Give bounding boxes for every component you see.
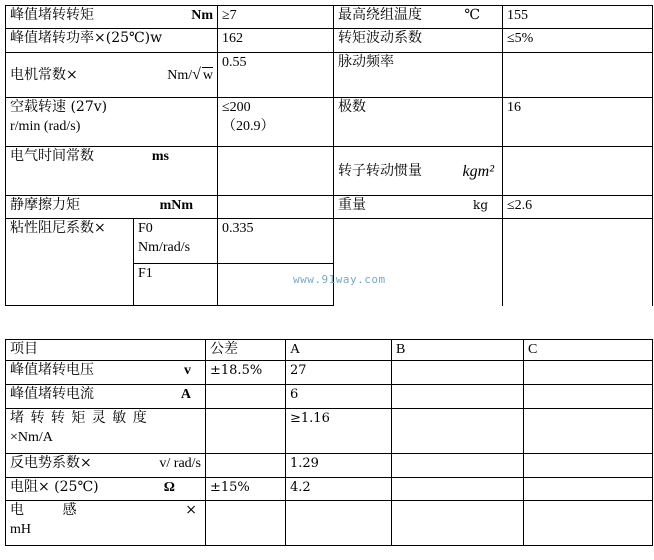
row-value-c [524, 361, 653, 385]
blank-cell [503, 219, 653, 306]
row-value-a: 4.2 [286, 478, 392, 501]
pole-count-label: 极数 [334, 98, 503, 147]
header-item: 项目 [6, 340, 206, 361]
pulse-frequency-label: 脉动频率 [334, 53, 503, 98]
weight-value: ≤2.6 [503, 196, 653, 219]
row-label: 电 感 × mH [6, 501, 206, 546]
torque-ripple-label: 转矩波动系数 [334, 29, 503, 53]
row-value-a [286, 501, 392, 546]
torque-ripple-value: ≤5% [503, 29, 653, 53]
row-value-b [392, 361, 524, 385]
static-friction-value [218, 196, 334, 219]
row-value-b [392, 385, 524, 409]
watermark: www.91way.com [293, 273, 386, 286]
row-value-a: 27 [286, 361, 392, 385]
row-value-a: ≥1.16 [286, 409, 392, 454]
row-label: 电阻× (25℃) Ω [6, 478, 206, 501]
motor-constant-value: 0.55 [218, 53, 334, 98]
row-tolerance: ±18.5% [206, 361, 286, 385]
header-c: C [524, 340, 653, 361]
viscous-damping-label: 粘性阻尼系数× [6, 219, 134, 306]
header-tolerance: 公差 [206, 340, 286, 361]
row-value-c [524, 385, 653, 409]
row-value-c [524, 478, 653, 501]
weight-label: 重量 kg [334, 196, 503, 219]
no-load-speed-label: 空载转速 (27v) r/min (rad/s) [6, 98, 218, 147]
f0-label: F0 Nm/rad/s [134, 219, 218, 264]
peak-stall-power-label: 峰值堵转功率×(25℃)w [6, 29, 218, 53]
electrical-time-constant-value [218, 147, 334, 196]
blank-cell [334, 219, 503, 306]
motor-constant-label: 电机常数× Nm/√ w [6, 53, 218, 98]
rotor-inertia-label: 转子转动惯量 kgm² [334, 147, 503, 196]
row-label: 反电势系数× v/ rad/s [6, 454, 206, 478]
pole-count-value: 16 [503, 98, 653, 147]
motor-spec-table [5, 5, 653, 306]
static-friction-label: 静摩擦力矩 mNm [6, 196, 218, 219]
electrical-params-table [5, 339, 653, 546]
row-value-b [392, 454, 524, 478]
row-value-b [392, 478, 524, 501]
pulse-frequency-value [503, 53, 653, 98]
row-value-b [392, 409, 524, 454]
row-tolerance [206, 385, 286, 409]
header-b: B [392, 340, 524, 361]
row-label: 堵 转 转 矩 灵 敏 度 ×Nm/A [6, 409, 206, 454]
row-value-c [524, 501, 653, 546]
row-value-a: 6 [286, 385, 392, 409]
electrical-time-constant-label: 电气时间常数 ms [6, 147, 218, 196]
row-label: 峰值堵转电流 A [6, 385, 206, 409]
f1-label: F1 [134, 264, 218, 306]
row-tolerance [206, 409, 286, 454]
row-value-a: 1.29 [286, 454, 392, 478]
row-tolerance: ±15% [206, 478, 286, 501]
row-value-c [524, 454, 653, 478]
row-tolerance [206, 454, 286, 478]
row-label: 峰值堵转电压 v [6, 361, 206, 385]
rotor-inertia-value [503, 147, 653, 196]
header-a: A [286, 340, 392, 361]
peak-stall-torque-value: ≥7 [218, 6, 334, 29]
row-tolerance [206, 501, 286, 546]
row-value-c [524, 409, 653, 454]
peak-stall-power-value: 162 [218, 29, 334, 53]
row-value-b [392, 501, 524, 546]
max-winding-temp-label: 最高绕组温度 ℃ [334, 6, 503, 29]
f0-value: 0.335 [218, 219, 334, 264]
max-winding-temp-value: 155 [503, 6, 653, 29]
peak-stall-torque-label: 峰值堵转转矩 Nm [6, 6, 218, 29]
no-load-speed-value: ≤200 （20.9） [218, 98, 334, 147]
